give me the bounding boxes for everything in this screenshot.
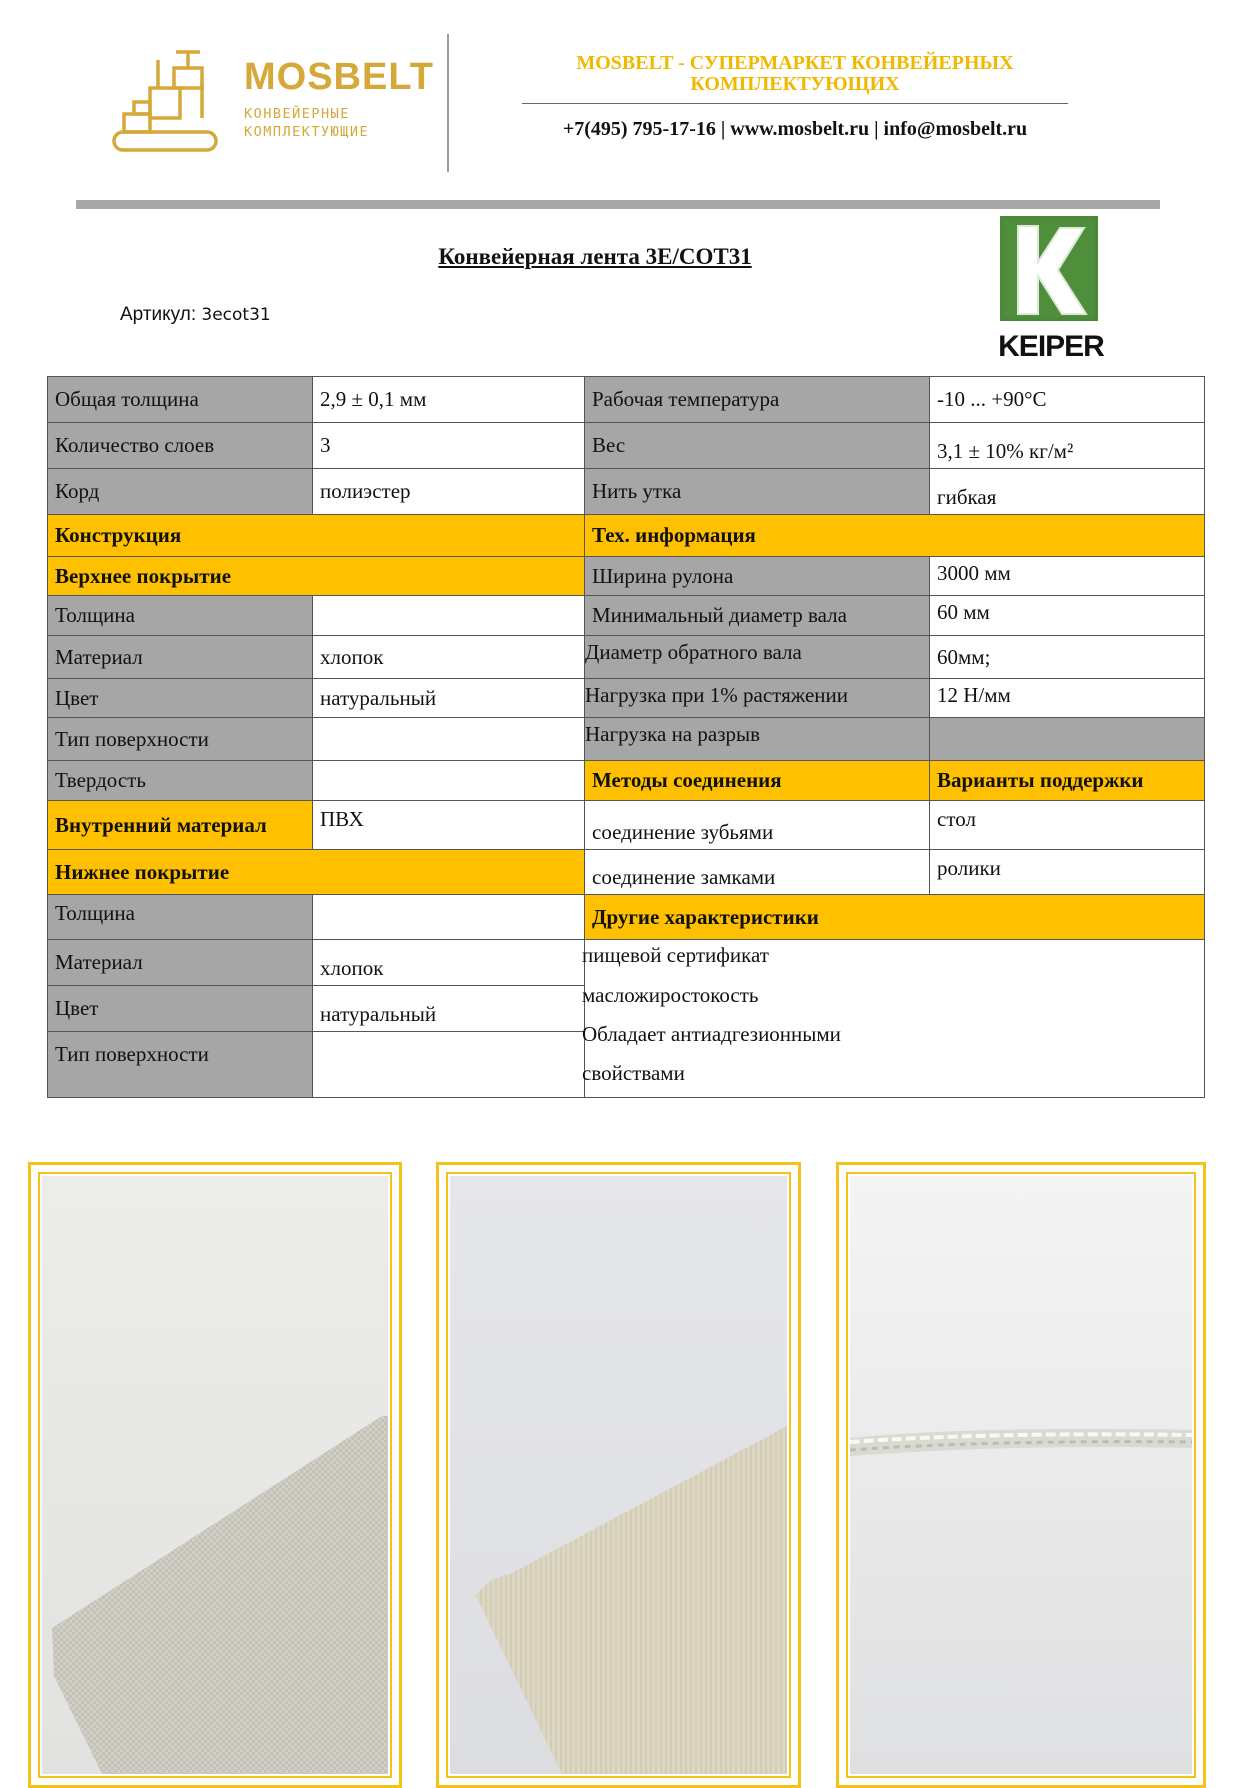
keiper-wordmark: KEIPER [998,330,1104,363]
tech-break-load-label: Нагрузка на разрыв [584,717,930,761]
top-surface-value [312,717,585,761]
belt-photo-top-surface [42,1176,388,1774]
spec-temp-value: -10 ... +90°C [929,376,1205,423]
other-heading: Другие характеристики [584,894,1205,940]
keiper-logo-icon [1000,216,1098,321]
top-hardness-label: Твердость [47,760,313,801]
top-color-label: Цвет [47,678,313,718]
joint-method-1: соединение зубьями [584,800,930,850]
tech-back-diameter-value: 60мм; [929,635,1205,679]
slogan-line-2: КОМПЛЕКТУЮЩИХ [690,73,900,95]
bottom-material-label: Материал [47,939,313,986]
spec-weight-value: 3,1 ± 10% кг/м² [929,422,1205,469]
top-thickness-value [312,595,585,636]
other-line-2: масложиростокость [582,983,759,1007]
spec-weft-label: Нить утка [584,468,930,515]
spec-weight-label: Вес [584,422,930,469]
bottom-color-label: Цвет [47,985,313,1032]
brand-subtitle-1: КОНВЕЙЕРНЫЕ [244,106,350,122]
header-divider [447,34,449,172]
inner-material-value: ПВХ [312,800,585,850]
belt-photo-cross-section [850,1176,1192,1774]
belt-photo-bottom-surface [450,1176,787,1774]
bottom-surface-value [312,1031,585,1098]
construction-heading: Конструкция [47,514,585,557]
spec-layers-value: 3 [312,422,585,469]
tech-load-1pct-value: 12 Н/мм [929,678,1205,718]
top-cover-heading: Верхнее покрытие [47,556,585,596]
support-option-1: стол [929,800,1205,850]
tech-min-diameter-label: Минимальный диаметр вала [584,595,930,636]
mosbelt-logo-icon [110,48,230,158]
support-heading: Варианты поддержки [929,760,1205,801]
bottom-thickness-value [312,894,585,940]
top-hardness-value [312,760,585,801]
other-line-3: Обладает антиадгезионными [582,1022,841,1046]
top-color-value: натуральный [312,678,585,718]
tech-back-diameter-label: Диаметр обратного вала [584,635,930,679]
tech-heading: Тех. информация [584,514,1205,557]
support-option-2: ролики [929,849,1205,895]
spec-temp-label: Рабочая температура [584,376,930,423]
article-label: Артикул: [120,304,197,325]
other-line-4: свойствами [582,1061,685,1085]
inner-material-label: Внутренний материал [47,800,313,850]
spec-weft-value: гибкая [929,468,1205,515]
page-title: Конвейерная лента 3E/COT31 [438,244,752,269]
contact-rule [522,103,1068,104]
bottom-material-value: хлопок [312,939,585,986]
top-material-label: Материал [47,635,313,679]
joints-heading: Методы соединения [584,760,930,801]
bottom-surface-label: Тип поверхности [47,1031,313,1098]
spec-cord-label: Корд [47,468,313,515]
bottom-color-value: натуральный [312,985,585,1032]
spec-thickness-label: Общая толщина [47,376,313,423]
spec-cord-value: полиэстер [312,468,585,515]
tech-min-diameter-value: 60 мм [929,595,1205,636]
other-line-1: пищевой сертификат [582,943,769,967]
top-thickness-label: Толщина [47,595,313,636]
tech-roll-width-value: 3000 мм [929,556,1205,596]
joint-method-2: соединение замками [584,849,930,895]
header-bar [76,200,1160,209]
slogan-line-1: MOSBELT - СУПЕРМАРКЕТ КОНВЕЙЕРНЫХ [576,52,1014,74]
tech-roll-width-label: Ширина рулона [584,556,930,596]
article [120,304,271,326]
bottom-thickness-label: Толщина [47,894,313,940]
contacts[interactable]: +7(495) 795-17-16 | www.mosbelt.ru | info@mosbelt.ru [562,118,1028,140]
tech-break-load-value [929,717,1205,761]
brand-subtitle-2: КОМПЛЕКТУЮЩИЕ [244,124,370,140]
top-material-value: хлопок [312,635,585,679]
spec-thickness-value: 2,9 ± 0,1 мм [312,376,585,423]
brand-name: MOSBELT [244,56,434,98]
spec-layers-label: Количество слоев [47,422,313,469]
article-value: 3ecot31 [201,305,271,325]
top-surface-label: Тип поверхности [47,717,313,761]
tech-load-1pct-label: Нагрузка при 1% растяжении [584,678,930,718]
slogan [520,53,1070,95]
bottom-cover-heading: Нижнее покрытие [47,849,585,895]
